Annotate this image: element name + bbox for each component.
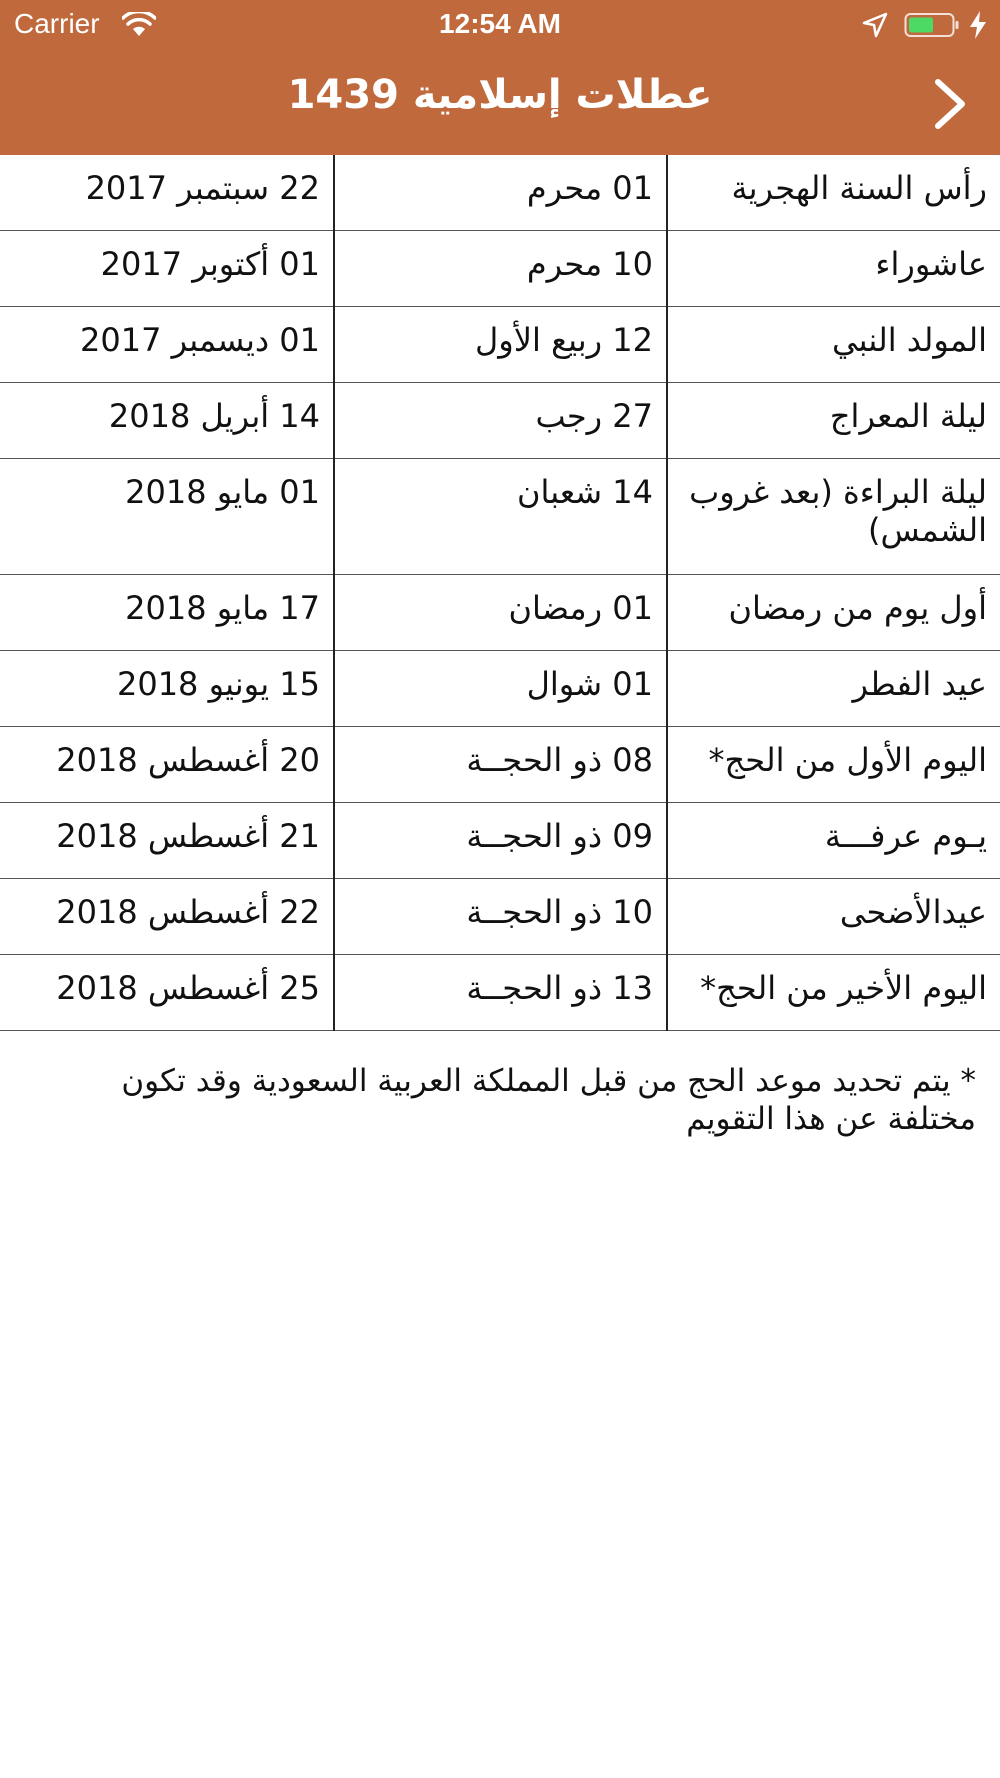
gregorian-date-cell: 14 أبريل 2018 xyxy=(0,383,334,459)
table-row xyxy=(0,727,1000,803)
gregorian-date-cell: 01 مايو 2018 xyxy=(0,459,334,575)
holiday-name-cell: أول يوم من رمضان xyxy=(667,575,1000,651)
hijri-date-cell: 10 ذو الحجــة xyxy=(334,879,667,955)
status-time: 12:54 AM xyxy=(439,8,561,39)
hajj-footnote: * يتم تحديد موعد الحج من قبل المملكة العربية السعودية وقد تكون مختلفة عن هذا التقويم xyxy=(121,1063,976,1137)
table-row xyxy=(0,803,1000,879)
gregorian-date-cell: 17 مايو 2018 xyxy=(0,575,334,651)
gregorian-date-cell: 22 أغسطس 2018 xyxy=(0,879,334,955)
location-arrow-icon xyxy=(862,12,888,38)
holiday-name-cell: المولد النبي xyxy=(667,307,1000,383)
chevron-right-icon[interactable] xyxy=(920,74,980,134)
hijri-date-cell: 01 شوال xyxy=(334,651,667,727)
table-row xyxy=(0,955,1000,1031)
table-row xyxy=(0,231,1000,307)
hijri-date-cell: 01 رمضان xyxy=(334,575,667,651)
hijri-date-cell: 10 محرم xyxy=(334,231,667,307)
hijri-date-cell: 08 ذو الحجــة xyxy=(334,727,667,803)
holidays-table xyxy=(0,155,1000,1031)
table-row xyxy=(0,651,1000,727)
hijri-date-cell: 09 ذو الحجــة xyxy=(334,803,667,879)
carrier-label: Carrier xyxy=(14,8,100,39)
table-row xyxy=(0,879,1000,955)
navigation-header xyxy=(0,0,1000,155)
holiday-name-cell: عيدالأضحى xyxy=(667,879,1000,955)
gregorian-date-cell: 21 أغسطس 2018 xyxy=(0,803,334,879)
hijri-date-cell: 13 ذو الحجــة xyxy=(334,955,667,1031)
holiday-name-cell: اليوم الأخير من الحج* xyxy=(667,955,1000,1031)
gregorian-date-cell: 15 يونيو 2018 xyxy=(0,651,334,727)
status-bar xyxy=(0,0,1000,52)
table-row xyxy=(0,307,1000,383)
gregorian-date-cell: 25 أغسطس 2018 xyxy=(0,955,334,1031)
holiday-name-cell: ليلة المعراج xyxy=(667,383,1000,459)
table-row xyxy=(0,383,1000,459)
hijri-date-cell: 27 رجب xyxy=(334,383,667,459)
hijri-date-cell: 01 محرم xyxy=(334,155,667,231)
gregorian-date-cell: 22 سبتمبر 2017 xyxy=(0,155,334,231)
holiday-name-cell: رأس السنة الهجرية xyxy=(667,155,1000,231)
hijri-date-cell: 12 ربيع الأول xyxy=(334,307,667,383)
gregorian-date-cell: 01 أكتوبر 2017 xyxy=(0,231,334,307)
table-row xyxy=(0,575,1000,651)
holiday-name-cell: عيد الفطر xyxy=(667,651,1000,727)
holiday-name-cell: ليلة البراءة (بعد غروب الشمس) xyxy=(667,459,1000,575)
gregorian-date-cell: 01 ديسمبر 2017 xyxy=(0,307,334,383)
hijri-date-cell: 14 شعبان xyxy=(334,459,667,575)
holiday-name-cell: يـوم عرفـــة xyxy=(667,803,1000,879)
holiday-name-cell: عاشوراء xyxy=(667,231,1000,307)
gregorian-date-cell: 20 أغسطس 2018 xyxy=(0,727,334,803)
table-row xyxy=(0,155,1000,231)
holiday-name-cell: اليوم الأول من الحج* xyxy=(667,727,1000,803)
table-row xyxy=(0,459,1000,575)
charging-bolt-icon xyxy=(968,10,988,40)
battery-icon xyxy=(904,12,960,38)
page-title: عطلات إسلامية 1439 xyxy=(287,72,713,118)
